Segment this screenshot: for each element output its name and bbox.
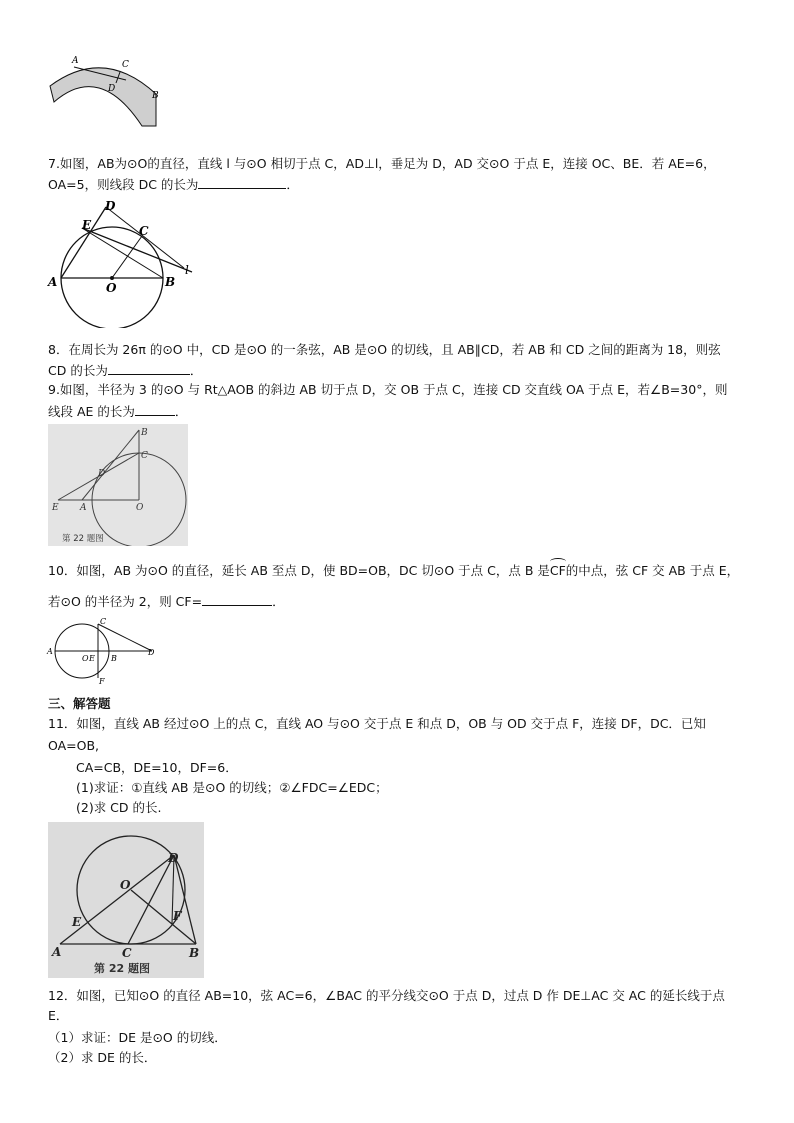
q9-text-line2b: ． bbox=[174, 404, 188, 419]
figure-arc-band bbox=[44, 54, 164, 130]
q10-answer-blank[interactable] bbox=[202, 593, 272, 606]
q11-label-f: F bbox=[173, 909, 182, 923]
q9-label-o: O bbox=[136, 503, 144, 513]
fig6-label-d: D bbox=[108, 84, 116, 94]
q11-label-b: B bbox=[189, 946, 200, 960]
q12-part2: （2）求 DE 的长． bbox=[48, 1050, 157, 1065]
q12-part1: （1）求证：DE 是⊙O 的切线． bbox=[48, 1030, 227, 1045]
q9-label-c: C bbox=[141, 451, 148, 461]
q10-text-line1b: 的中点，弦 CF 交 AB 于点 E， bbox=[565, 563, 740, 578]
q11-caption: 第 22 题图 bbox=[94, 962, 150, 975]
q10-label-c: C bbox=[100, 617, 107, 626]
q10-arc-cf bbox=[550, 563, 566, 579]
q7-text-line2a: OA=5，则线段 DC 的长为 bbox=[48, 177, 199, 192]
q9-label-b: B bbox=[141, 428, 148, 438]
q11-text-line2: OA=OB, bbox=[48, 738, 100, 753]
q11-label-d: D bbox=[168, 851, 179, 865]
q8-text-line2 bbox=[48, 362, 202, 379]
q9-label-e: E bbox=[52, 503, 59, 513]
q10-arc-mark bbox=[550, 558, 566, 565]
q10-text-line2b: ． bbox=[272, 594, 285, 609]
q10-arc-text: CF bbox=[549, 563, 566, 578]
fig6-label-a: A bbox=[72, 56, 79, 66]
q7-figure bbox=[44, 198, 204, 328]
q10-text-line1a: 10．如图，AB 为⊙O 的直径，延长 AB 至点 D，使 BD=OB，DC 切⊙O 于点 C，点 B 是 bbox=[48, 563, 550, 578]
q11-figure-photo bbox=[48, 822, 204, 978]
q7-label-o: O bbox=[106, 281, 117, 295]
q10-text-line2 bbox=[48, 593, 285, 610]
q8-text-line2a: CD 的长为 bbox=[48, 363, 108, 378]
q10-text-line1 bbox=[48, 563, 739, 579]
q7-label-c: C bbox=[139, 224, 149, 238]
q11-label-o: O bbox=[120, 878, 131, 892]
q9-caption: 第 22 题图 bbox=[62, 534, 104, 544]
q7-text-line2b: ． bbox=[286, 177, 299, 192]
q12-text-line1: 12．如图，已知⊙O 的直径 AB=10，弦 AC=6，∠BAC 的平分线交⊙O 于点 D，过点 D 作 DE⊥AC 交 AC 的延长线于点 bbox=[48, 988, 725, 1003]
q9-figure bbox=[48, 424, 188, 546]
q12-text-line2: E． bbox=[48, 1008, 69, 1023]
q7-label-e: E bbox=[82, 218, 92, 232]
fig6-label-b: B bbox=[152, 91, 159, 101]
q8-answer-blank[interactable] bbox=[108, 362, 190, 375]
q10-label-d: D bbox=[148, 648, 155, 657]
q7-answer-blank[interactable] bbox=[198, 176, 286, 189]
q8-text-line1: 8．在周长为 26π 的⊙O 中，CD 是⊙O 的一条弦，AB 是⊙O 的切线，且 AB∥CD，若 AB 和 CD 之间的距离为 18，则弦 bbox=[48, 342, 721, 357]
q7-label-l: l bbox=[185, 263, 189, 277]
q9-text-line2a: 线段 AE 的长为 bbox=[48, 404, 135, 419]
q10-label-e: E bbox=[89, 654, 95, 663]
q11-text-line3: CA=CB，DE=10，DF=6． bbox=[76, 760, 238, 775]
q7-label-a: A bbox=[48, 275, 58, 289]
q7-text-line2 bbox=[48, 176, 299, 193]
q9-text-line1: 9.如图，半径为 3 的⊙O 与 Rt△AOB 的斜边 AB 切于点 D，交 OB 于点 C，连接 CD 交直线 OA 于点 E，若∠B=30°，则 bbox=[48, 382, 728, 397]
q10-label-f: F bbox=[99, 677, 105, 686]
q7-text-line1: 7.如图，AB为⊙O的直径，直线 l 与⊙O 相切于点 C，AD⊥l，垂足为 D，AD 交⊙O 于点 E，连接 OC、BE．若 AE=6， bbox=[48, 156, 716, 171]
q11-label-a: A bbox=[52, 945, 62, 959]
fig6-label-c: C bbox=[122, 60, 129, 70]
q8-text-line2b: ． bbox=[189, 363, 203, 378]
q9-figure-photo bbox=[48, 424, 188, 546]
q9-label-a: A bbox=[80, 503, 87, 513]
q9-answer-blank[interactable] bbox=[135, 403, 175, 416]
q9-text-line2 bbox=[48, 403, 187, 420]
q11-figure bbox=[48, 822, 204, 978]
q11-text-line1: 11．如图，直线 AB 经过⊙O 上的点 C，直线 AO 与⊙O 交于点 E 和点 D，OB 与 OD 交于点 F，连接 DF，DC．已知 bbox=[48, 716, 706, 731]
q11-label-c: C bbox=[122, 946, 132, 960]
q10-text-line2a: 若⊙O 的半径为 2，则 CF= bbox=[48, 594, 203, 609]
q7-label-b: B bbox=[165, 275, 176, 289]
q10-label-o: O bbox=[82, 654, 89, 663]
q10-figure bbox=[44, 614, 160, 686]
q11-label-e: E bbox=[72, 915, 82, 929]
section-title: 三、解答题 bbox=[48, 696, 111, 711]
q7-label-d: D bbox=[105, 199, 116, 213]
q9-label-d: D bbox=[98, 469, 106, 479]
q11-part2: (2)求 CD 的长. bbox=[76, 800, 162, 815]
q10-label-b: B bbox=[111, 654, 117, 663]
q10-label-a: A bbox=[47, 647, 53, 656]
q11-part1: (1)求证：①直线 AB 是⊙O 的切线；②∠FDC=∠EDC； bbox=[76, 780, 388, 795]
